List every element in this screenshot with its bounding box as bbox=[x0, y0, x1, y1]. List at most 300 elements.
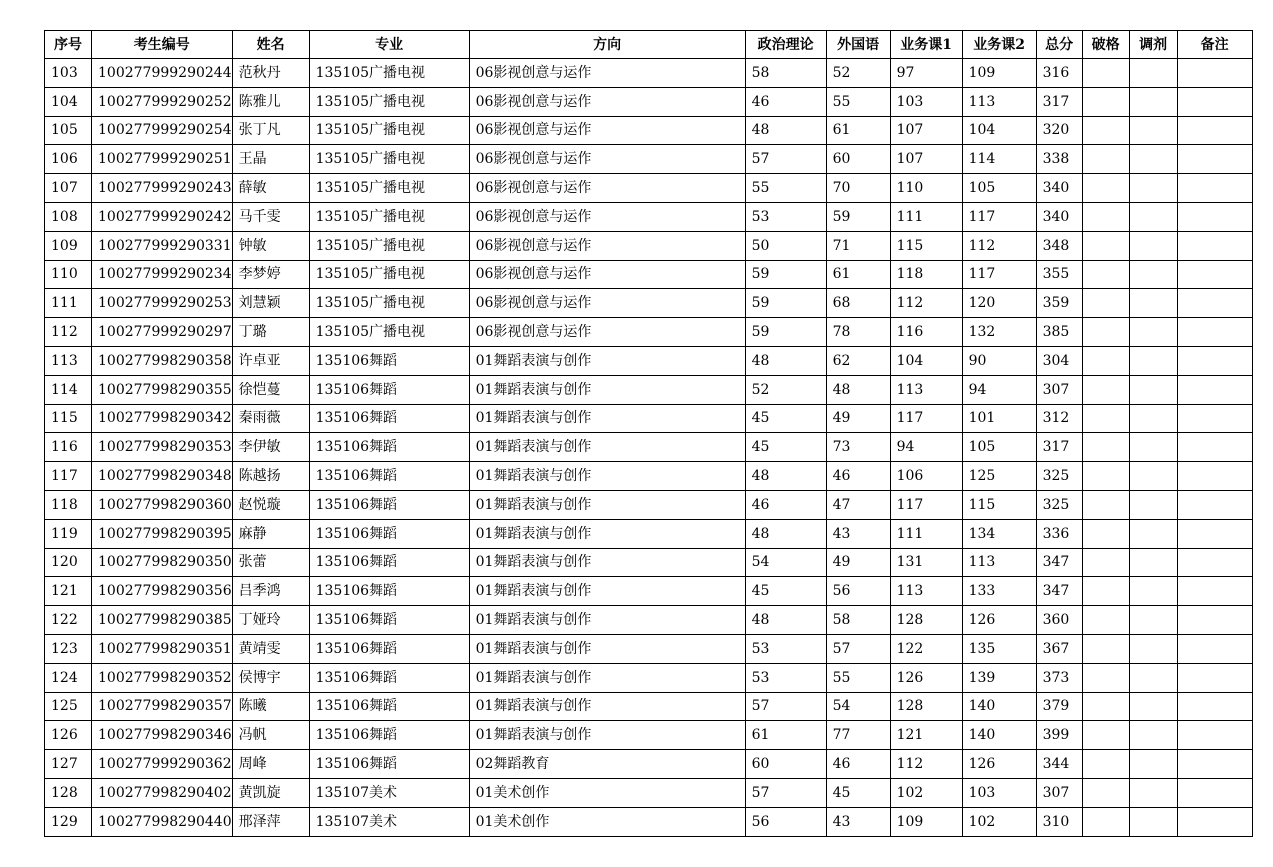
header-exception: 破格 bbox=[1082, 31, 1129, 59]
cell-total: 312 bbox=[1036, 404, 1082, 433]
cell-exception bbox=[1082, 260, 1129, 289]
cell-foreign-language: 55 bbox=[826, 663, 890, 692]
cell-remarks bbox=[1177, 260, 1252, 289]
table-row bbox=[45, 663, 1253, 692]
cell-exception bbox=[1082, 634, 1129, 663]
cell-remarks bbox=[1177, 663, 1252, 692]
header-course-2: 业务课2 bbox=[962, 31, 1036, 59]
table-row bbox=[45, 807, 1253, 836]
cell-index: 116 bbox=[45, 433, 92, 462]
header-course-1: 业务课1 bbox=[890, 31, 962, 59]
cell-major: 135105广播电视 bbox=[309, 202, 469, 231]
cell-name: 邢泽萍 bbox=[232, 807, 309, 836]
cell-total: 304 bbox=[1036, 346, 1082, 375]
cell-transfer bbox=[1129, 116, 1177, 145]
cell-major: 135106舞蹈 bbox=[309, 375, 469, 404]
cell-course-2: 105 bbox=[962, 174, 1036, 203]
cell-transfer bbox=[1129, 750, 1177, 779]
cell-exception bbox=[1082, 375, 1129, 404]
cell-politics: 48 bbox=[745, 346, 826, 375]
cell-direction: 01舞蹈表演与创作 bbox=[469, 577, 745, 606]
cell-remarks bbox=[1177, 231, 1252, 260]
cell-foreign-language: 60 bbox=[826, 145, 890, 174]
cell-course-2: 114 bbox=[962, 145, 1036, 174]
cell-transfer bbox=[1129, 260, 1177, 289]
cell-index: 127 bbox=[45, 750, 92, 779]
cell-major: 135107美术 bbox=[309, 778, 469, 807]
cell-foreign-language: 61 bbox=[826, 116, 890, 145]
cell-total: 373 bbox=[1036, 663, 1082, 692]
score-list-page bbox=[44, 30, 1253, 837]
table-row bbox=[45, 606, 1253, 635]
table-row bbox=[45, 289, 1253, 318]
cell-remarks bbox=[1177, 548, 1252, 577]
table-row bbox=[45, 145, 1253, 174]
cell-foreign-language: 52 bbox=[826, 59, 890, 88]
cell-course-2: 112 bbox=[962, 231, 1036, 260]
cell-politics: 61 bbox=[745, 721, 826, 750]
cell-course-2: 126 bbox=[962, 750, 1036, 779]
cell-course-1: 107 bbox=[890, 145, 962, 174]
cell-name: 陈曦 bbox=[232, 692, 309, 721]
cell-name: 薛敏 bbox=[232, 174, 309, 203]
cell-politics: 56 bbox=[745, 807, 826, 836]
cell-foreign-language: 61 bbox=[826, 260, 890, 289]
cell-foreign-language: 48 bbox=[826, 375, 890, 404]
cell-direction: 01舞蹈表演与创作 bbox=[469, 490, 745, 519]
cell-politics: 45 bbox=[745, 404, 826, 433]
cell-remarks bbox=[1177, 174, 1252, 203]
cell-remarks bbox=[1177, 519, 1252, 548]
cell-course-1: 112 bbox=[890, 289, 962, 318]
cell-transfer bbox=[1129, 145, 1177, 174]
cell-course-1: 97 bbox=[890, 59, 962, 88]
cell-direction: 01舞蹈表演与创作 bbox=[469, 548, 745, 577]
cell-foreign-language: 49 bbox=[826, 404, 890, 433]
cell-candidate-id: 100277999290297 bbox=[92, 318, 233, 347]
cell-transfer bbox=[1129, 692, 1177, 721]
cell-candidate-id: 100277998290356 bbox=[92, 577, 233, 606]
cell-remarks bbox=[1177, 433, 1252, 462]
cell-course-2: 105 bbox=[962, 433, 1036, 462]
table-row bbox=[45, 174, 1253, 203]
cell-major: 135105广播电视 bbox=[309, 59, 469, 88]
cell-index: 109 bbox=[45, 231, 92, 260]
cell-direction: 01舞蹈表演与创作 bbox=[469, 634, 745, 663]
cell-course-1: 107 bbox=[890, 116, 962, 145]
cell-total: 325 bbox=[1036, 490, 1082, 519]
cell-name: 钟敏 bbox=[232, 231, 309, 260]
cell-exception bbox=[1082, 692, 1129, 721]
cell-exception bbox=[1082, 577, 1129, 606]
cell-direction: 06影视创意与运作 bbox=[469, 145, 745, 174]
cell-course-1: 117 bbox=[890, 490, 962, 519]
cell-index: 125 bbox=[45, 692, 92, 721]
cell-candidate-id: 100277999290243 bbox=[92, 174, 233, 203]
cell-candidate-id: 100277998290352 bbox=[92, 663, 233, 692]
cell-candidate-id: 100277999290254 bbox=[92, 116, 233, 145]
cell-index: 123 bbox=[45, 634, 92, 663]
cell-transfer bbox=[1129, 519, 1177, 548]
cell-total: 325 bbox=[1036, 462, 1082, 491]
cell-exception bbox=[1082, 750, 1129, 779]
cell-foreign-language: 73 bbox=[826, 433, 890, 462]
table-row bbox=[45, 692, 1253, 721]
cell-candidate-id: 100277998290357 bbox=[92, 692, 233, 721]
cell-major: 135106舞蹈 bbox=[309, 634, 469, 663]
cell-remarks bbox=[1177, 692, 1252, 721]
cell-foreign-language: 56 bbox=[826, 577, 890, 606]
cell-transfer bbox=[1129, 346, 1177, 375]
cell-major: 135106舞蹈 bbox=[309, 606, 469, 635]
cell-index: 104 bbox=[45, 87, 92, 116]
cell-index: 108 bbox=[45, 202, 92, 231]
header-foreign-language: 外国语 bbox=[826, 31, 890, 59]
cell-exception bbox=[1082, 202, 1129, 231]
cell-transfer bbox=[1129, 289, 1177, 318]
cell-transfer bbox=[1129, 490, 1177, 519]
cell-candidate-id: 100277998290353 bbox=[92, 433, 233, 462]
cell-candidate-id: 100277999290234 bbox=[92, 260, 233, 289]
cell-politics: 57 bbox=[745, 778, 826, 807]
cell-politics: 46 bbox=[745, 490, 826, 519]
cell-exception bbox=[1082, 174, 1129, 203]
cell-transfer bbox=[1129, 318, 1177, 347]
table-body bbox=[45, 59, 1253, 837]
cell-course-2: 109 bbox=[962, 59, 1036, 88]
cell-transfer bbox=[1129, 663, 1177, 692]
cell-candidate-id: 100277998290360 bbox=[92, 490, 233, 519]
cell-major: 135105广播电视 bbox=[309, 87, 469, 116]
cell-politics: 59 bbox=[745, 289, 826, 318]
cell-index: 122 bbox=[45, 606, 92, 635]
header-politics: 政治理论 bbox=[745, 31, 826, 59]
cell-remarks bbox=[1177, 116, 1252, 145]
cell-direction: 01舞蹈表演与创作 bbox=[469, 519, 745, 548]
cell-direction: 06影视创意与运作 bbox=[469, 174, 745, 203]
cell-foreign-language: 55 bbox=[826, 87, 890, 116]
cell-direction: 01美术创作 bbox=[469, 778, 745, 807]
cell-name: 冯帆 bbox=[232, 721, 309, 750]
cell-exception bbox=[1082, 548, 1129, 577]
table-row bbox=[45, 231, 1253, 260]
cell-candidate-id: 100277998290385 bbox=[92, 606, 233, 635]
cell-direction: 06影视创意与运作 bbox=[469, 318, 745, 347]
cell-total: 338 bbox=[1036, 145, 1082, 174]
cell-course-2: 94 bbox=[962, 375, 1036, 404]
cell-total: 307 bbox=[1036, 375, 1082, 404]
cell-candidate-id: 100277998290342 bbox=[92, 404, 233, 433]
cell-name: 侯博宇 bbox=[232, 663, 309, 692]
cell-course-2: 103 bbox=[962, 778, 1036, 807]
table-row bbox=[45, 433, 1253, 462]
cell-major: 135105广播电视 bbox=[309, 145, 469, 174]
cell-exception bbox=[1082, 606, 1129, 635]
cell-name: 李伊敏 bbox=[232, 433, 309, 462]
table-row bbox=[45, 721, 1253, 750]
cell-course-2: 135 bbox=[962, 634, 1036, 663]
table-row bbox=[45, 59, 1253, 88]
cell-candidate-id: 100277998290351 bbox=[92, 634, 233, 663]
cell-foreign-language: 43 bbox=[826, 807, 890, 836]
cell-course-1: 104 bbox=[890, 346, 962, 375]
cell-total: 347 bbox=[1036, 577, 1082, 606]
cell-course-1: 102 bbox=[890, 778, 962, 807]
cell-total: 340 bbox=[1036, 202, 1082, 231]
cell-transfer bbox=[1129, 577, 1177, 606]
cell-politics: 54 bbox=[745, 548, 826, 577]
cell-course-1: 106 bbox=[890, 462, 962, 491]
cell-index: 129 bbox=[45, 807, 92, 836]
cell-course-1: 131 bbox=[890, 548, 962, 577]
cell-politics: 53 bbox=[745, 202, 826, 231]
cell-course-1: 117 bbox=[890, 404, 962, 433]
cell-index: 113 bbox=[45, 346, 92, 375]
cell-foreign-language: 46 bbox=[826, 462, 890, 491]
cell-total: 316 bbox=[1036, 59, 1082, 88]
cell-exception bbox=[1082, 289, 1129, 318]
cell-name: 丁璐 bbox=[232, 318, 309, 347]
cell-major: 135106舞蹈 bbox=[309, 433, 469, 462]
cell-candidate-id: 100277999290362 bbox=[92, 750, 233, 779]
cell-name: 吕季鸿 bbox=[232, 577, 309, 606]
cell-remarks bbox=[1177, 289, 1252, 318]
cell-foreign-language: 58 bbox=[826, 606, 890, 635]
cell-remarks bbox=[1177, 318, 1252, 347]
cell-politics: 53 bbox=[745, 634, 826, 663]
cell-transfer bbox=[1129, 375, 1177, 404]
cell-remarks bbox=[1177, 59, 1252, 88]
table-row bbox=[45, 778, 1253, 807]
cell-major: 135105广播电视 bbox=[309, 174, 469, 203]
cell-politics: 59 bbox=[745, 318, 826, 347]
cell-course-1: 128 bbox=[890, 692, 962, 721]
cell-total: 340 bbox=[1036, 174, 1082, 203]
header-index: 序号 bbox=[45, 31, 92, 59]
table-row bbox=[45, 202, 1253, 231]
cell-politics: 48 bbox=[745, 606, 826, 635]
cell-transfer bbox=[1129, 634, 1177, 663]
cell-major: 135105广播电视 bbox=[309, 116, 469, 145]
cell-exception bbox=[1082, 778, 1129, 807]
cell-direction: 06影视创意与运作 bbox=[469, 289, 745, 318]
cell-total: 379 bbox=[1036, 692, 1082, 721]
cell-foreign-language: 54 bbox=[826, 692, 890, 721]
cell-candidate-id: 100277999290331 bbox=[92, 231, 233, 260]
cell-direction: 01舞蹈表演与创作 bbox=[469, 375, 745, 404]
cell-transfer bbox=[1129, 462, 1177, 491]
cell-politics: 45 bbox=[745, 433, 826, 462]
cell-name: 陈雅儿 bbox=[232, 87, 309, 116]
cell-major: 135106舞蹈 bbox=[309, 548, 469, 577]
cell-major: 135106舞蹈 bbox=[309, 663, 469, 692]
cell-remarks bbox=[1177, 346, 1252, 375]
cell-remarks bbox=[1177, 404, 1252, 433]
cell-remarks bbox=[1177, 375, 1252, 404]
cell-course-1: 113 bbox=[890, 577, 962, 606]
cell-name: 麻静 bbox=[232, 519, 309, 548]
cell-transfer bbox=[1129, 548, 1177, 577]
cell-exception bbox=[1082, 721, 1129, 750]
cell-index: 112 bbox=[45, 318, 92, 347]
cell-politics: 48 bbox=[745, 462, 826, 491]
cell-exception bbox=[1082, 87, 1129, 116]
cell-politics: 57 bbox=[745, 692, 826, 721]
cell-remarks bbox=[1177, 634, 1252, 663]
cell-index: 110 bbox=[45, 260, 92, 289]
cell-index: 103 bbox=[45, 59, 92, 88]
cell-major: 135106舞蹈 bbox=[309, 692, 469, 721]
cell-name: 徐恺蔓 bbox=[232, 375, 309, 404]
cell-foreign-language: 46 bbox=[826, 750, 890, 779]
cell-major: 135106舞蹈 bbox=[309, 404, 469, 433]
cell-course-2: 126 bbox=[962, 606, 1036, 635]
table-row bbox=[45, 634, 1253, 663]
cell-transfer bbox=[1129, 606, 1177, 635]
cell-foreign-language: 45 bbox=[826, 778, 890, 807]
cell-remarks bbox=[1177, 87, 1252, 116]
table-row bbox=[45, 375, 1253, 404]
cell-direction: 01舞蹈表演与创作 bbox=[469, 404, 745, 433]
cell-major: 135105广播电视 bbox=[309, 231, 469, 260]
cell-total: 317 bbox=[1036, 87, 1082, 116]
cell-total: 359 bbox=[1036, 289, 1082, 318]
cell-course-2: 117 bbox=[962, 202, 1036, 231]
cell-major: 135106舞蹈 bbox=[309, 462, 469, 491]
cell-name: 周峰 bbox=[232, 750, 309, 779]
cell-total: 347 bbox=[1036, 548, 1082, 577]
cell-direction: 06影视创意与运作 bbox=[469, 116, 745, 145]
cell-direction: 01舞蹈表演与创作 bbox=[469, 606, 745, 635]
cell-total: 367 bbox=[1036, 634, 1082, 663]
cell-remarks bbox=[1177, 577, 1252, 606]
cell-politics: 55 bbox=[745, 174, 826, 203]
cell-direction: 01美术创作 bbox=[469, 807, 745, 836]
header-direction: 方向 bbox=[469, 31, 745, 59]
table-row bbox=[45, 87, 1253, 116]
cell-name: 黄凯旋 bbox=[232, 778, 309, 807]
cell-name: 刘慧颖 bbox=[232, 289, 309, 318]
cell-index: 117 bbox=[45, 462, 92, 491]
cell-remarks bbox=[1177, 721, 1252, 750]
cell-exception bbox=[1082, 145, 1129, 174]
cell-major: 135105广播电视 bbox=[309, 318, 469, 347]
cell-transfer bbox=[1129, 721, 1177, 750]
cell-exception bbox=[1082, 231, 1129, 260]
table-row bbox=[45, 116, 1253, 145]
cell-remarks bbox=[1177, 778, 1252, 807]
cell-exception bbox=[1082, 318, 1129, 347]
cell-course-2: 101 bbox=[962, 404, 1036, 433]
cell-total: 385 bbox=[1036, 318, 1082, 347]
cell-major: 135106舞蹈 bbox=[309, 750, 469, 779]
cell-exception bbox=[1082, 346, 1129, 375]
cell-name: 张丁凡 bbox=[232, 116, 309, 145]
cell-index: 115 bbox=[45, 404, 92, 433]
cell-total: 355 bbox=[1036, 260, 1082, 289]
cell-total: 360 bbox=[1036, 606, 1082, 635]
cell-course-2: 117 bbox=[962, 260, 1036, 289]
cell-exception bbox=[1082, 519, 1129, 548]
cell-foreign-language: 57 bbox=[826, 634, 890, 663]
cell-candidate-id: 100277998290358 bbox=[92, 346, 233, 375]
cell-course-2: 134 bbox=[962, 519, 1036, 548]
cell-index: 121 bbox=[45, 577, 92, 606]
cell-direction: 01舞蹈表演与创作 bbox=[469, 433, 745, 462]
cell-candidate-id: 100277998290348 bbox=[92, 462, 233, 491]
cell-course-1: 113 bbox=[890, 375, 962, 404]
cell-candidate-id: 100277998290440 bbox=[92, 807, 233, 836]
cell-direction: 01舞蹈表演与创作 bbox=[469, 692, 745, 721]
cell-candidate-id: 100277999290253 bbox=[92, 289, 233, 318]
cell-name: 范秋丹 bbox=[232, 59, 309, 88]
cell-exception bbox=[1082, 59, 1129, 88]
cell-foreign-language: 71 bbox=[826, 231, 890, 260]
cell-major: 135106舞蹈 bbox=[309, 721, 469, 750]
cell-index: 126 bbox=[45, 721, 92, 750]
cell-direction: 01舞蹈表演与创作 bbox=[469, 346, 745, 375]
cell-course-1: 121 bbox=[890, 721, 962, 750]
cell-foreign-language: 43 bbox=[826, 519, 890, 548]
cell-index: 114 bbox=[45, 375, 92, 404]
cell-course-2: 104 bbox=[962, 116, 1036, 145]
cell-exception bbox=[1082, 433, 1129, 462]
cell-course-1: 112 bbox=[890, 750, 962, 779]
table-row bbox=[45, 346, 1253, 375]
cell-direction: 01舞蹈表演与创作 bbox=[469, 721, 745, 750]
cell-politics: 46 bbox=[745, 87, 826, 116]
cell-remarks bbox=[1177, 606, 1252, 635]
cell-direction: 06影视创意与运作 bbox=[469, 59, 745, 88]
cell-course-2: 140 bbox=[962, 692, 1036, 721]
cell-index: 111 bbox=[45, 289, 92, 318]
cell-total: 348 bbox=[1036, 231, 1082, 260]
table-row bbox=[45, 260, 1253, 289]
cell-course-2: 132 bbox=[962, 318, 1036, 347]
cell-name: 秦雨薇 bbox=[232, 404, 309, 433]
cell-politics: 58 bbox=[745, 59, 826, 88]
cell-total: 307 bbox=[1036, 778, 1082, 807]
cell-major: 135106舞蹈 bbox=[309, 519, 469, 548]
cell-total: 320 bbox=[1036, 116, 1082, 145]
cell-exception bbox=[1082, 663, 1129, 692]
cell-foreign-language: 62 bbox=[826, 346, 890, 375]
table-header-row bbox=[45, 31, 1253, 59]
cell-direction: 06影视创意与运作 bbox=[469, 260, 745, 289]
cell-major: 135106舞蹈 bbox=[309, 490, 469, 519]
cell-index: 105 bbox=[45, 116, 92, 145]
cell-course-2: 120 bbox=[962, 289, 1036, 318]
cell-foreign-language: 78 bbox=[826, 318, 890, 347]
cell-transfer bbox=[1129, 202, 1177, 231]
table-row bbox=[45, 490, 1253, 519]
cell-major: 135105广播电视 bbox=[309, 289, 469, 318]
cell-total: 310 bbox=[1036, 807, 1082, 836]
cell-politics: 48 bbox=[745, 116, 826, 145]
cell-candidate-id: 100277999290251 bbox=[92, 145, 233, 174]
cell-course-1: 118 bbox=[890, 260, 962, 289]
cell-major: 135105广播电视 bbox=[309, 260, 469, 289]
cell-direction: 06影视创意与运作 bbox=[469, 202, 745, 231]
cell-candidate-id: 100277998290350 bbox=[92, 548, 233, 577]
cell-major: 135106舞蹈 bbox=[309, 577, 469, 606]
cell-name: 李梦婷 bbox=[232, 260, 309, 289]
cell-course-1: 115 bbox=[890, 231, 962, 260]
cell-course-2: 113 bbox=[962, 87, 1036, 116]
cell-index: 128 bbox=[45, 778, 92, 807]
header-total: 总分 bbox=[1036, 31, 1082, 59]
table-row bbox=[45, 577, 1253, 606]
